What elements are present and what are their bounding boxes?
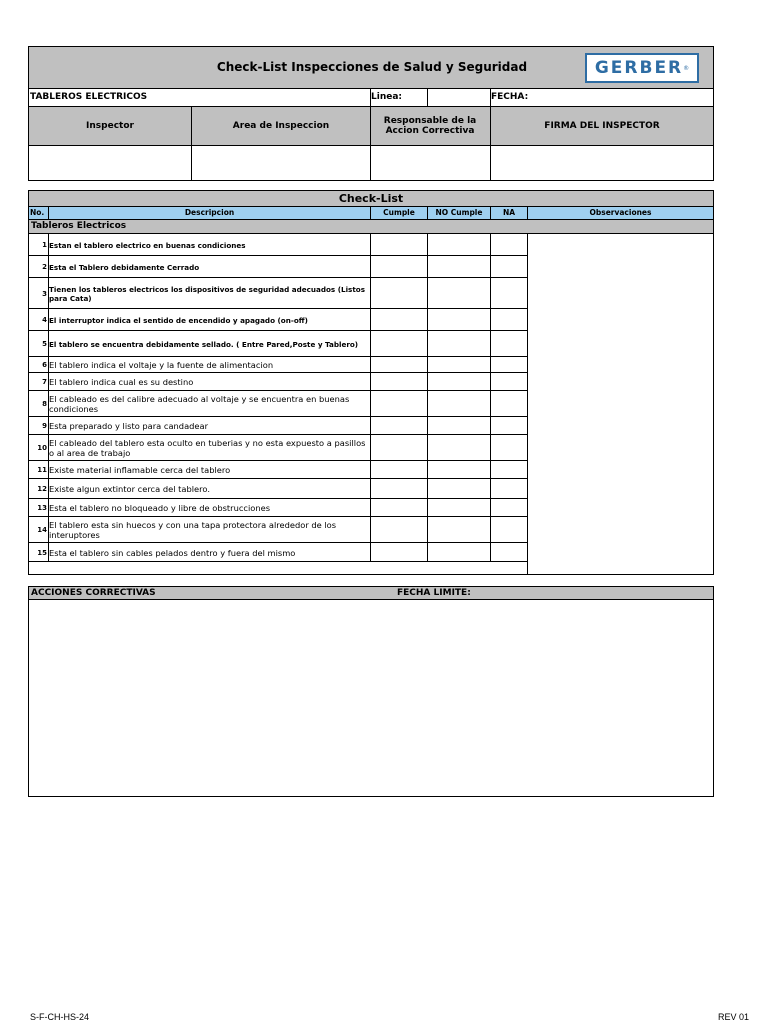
row-description: El tablero esta sin huecos y con una tapa protectora alrededor de los interuptores [49,520,337,540]
row-description: Existe material inflamable cerca del tablero [49,465,231,475]
row-description: Esta el Tablero debidamente Cerrado [49,262,200,272]
cumple-cell[interactable] [370,278,427,309]
linea-label: Linea: [371,92,403,102]
fecha-limite-label: FECHA LIMITE: [397,588,471,598]
inspector-header-row [29,107,713,146]
inspector-col-header: Inspector [86,121,134,131]
acciones-text-area[interactable] [33,605,709,791]
cumple-cell[interactable] [370,499,427,517]
row-description: Estan el tablero electrico en buenas condiciones [49,240,246,250]
na-cell[interactable] [490,417,527,435]
na-cell[interactable] [490,479,527,499]
no-cumple-cell[interactable] [427,234,490,256]
row-description: Esta preparado y listo para candadear [49,421,209,431]
revision-label: REV 01 [718,1012,750,1022]
row-number: 6 [42,361,47,369]
row-description: El tablero indica cual es su destino [49,377,194,387]
area-col-header: Area de Inspeccion [232,121,330,131]
na-cell[interactable] [490,391,527,417]
responsable-col-header: Responsable de la Accion Correctiva [383,116,477,136]
section-tableros-electricos: Tableros Electricos [29,220,713,234]
checklist-title: Check-List [29,191,713,207]
row-number: 9 [42,422,47,430]
row-description: El cableado es del calibre adecuado al voltaje y se encuentra en buenas condiciones [49,394,350,414]
cumple-cell[interactable] [370,357,427,373]
cumple-cell[interactable] [370,373,427,391]
page-title: Check-List Inspecciones de Salud y Seguridad [216,60,528,74]
line-date-row [29,89,713,107]
inspector-values-row [29,146,713,180]
col-no: No. [30,208,45,217]
acciones-label: ACCIONES CORRECTIVAS [31,588,156,598]
row-number: 15 [37,548,47,557]
row-description: El tablero se encuentra debidamente sellado. ( Entre Pared,Poste y Tablero) [49,339,359,349]
cumple-cell[interactable] [370,309,427,331]
no-cumple-cell[interactable] [427,391,490,417]
na-cell[interactable] [490,461,527,479]
cumple-cell[interactable] [370,417,427,435]
col-descripcion: Descripcion [184,208,235,217]
row-number: 10 [37,444,47,452]
na-cell[interactable] [490,373,527,391]
row-number: 12 [37,485,47,493]
col-observaciones: Observaciones [589,208,652,217]
cumple-cell[interactable] [370,256,427,278]
cumple-cell[interactable] [370,461,427,479]
fecha-label: FECHA: [491,92,529,102]
no-cumple-cell[interactable] [427,499,490,517]
row-number: 1 [42,241,47,249]
cumple-cell[interactable] [370,543,427,562]
row-description: El interruptor indica el sentido de encendido y apagado (on-off) [49,315,308,325]
cumple-cell[interactable] [370,391,427,417]
checklist-table [28,190,714,575]
col-no-cumple: NO Cumple [435,208,483,217]
cumple-cell[interactable] [370,479,427,499]
no-cumple-cell[interactable] [427,461,490,479]
row-number: 8 [42,400,47,408]
row-number: 7 [42,378,47,386]
row-description: Esta el tablero sin cables pelados dentro y fuera del mismo [49,547,296,558]
na-cell[interactable] [490,256,527,278]
row-number: 13 [37,504,47,512]
no-cumple-cell[interactable] [427,479,490,499]
logo-text: GERBER [594,58,684,78]
fecha-field[interactable] [539,89,709,106]
cumple-cell[interactable] [370,331,427,357]
na-cell[interactable] [490,499,527,517]
na-cell[interactable] [490,309,527,331]
no-cumple-cell[interactable] [427,417,490,435]
row-number: 3 [42,289,47,298]
observaciones-field[interactable] [527,234,714,574]
no-cumple-cell[interactable] [427,278,490,309]
row-number: 4 [42,316,47,324]
na-cell[interactable] [490,435,527,461]
no-cumple-cell[interactable] [427,543,490,562]
no-cumple-cell[interactable] [427,517,490,543]
no-cumple-cell[interactable] [427,357,490,373]
header-block [28,46,714,181]
logo-registered-mark: ® [683,64,690,72]
col-na: NA [502,208,516,217]
cumple-cell[interactable] [370,517,427,543]
row-description: Existe algun extintor cerca del tablero. [49,484,210,494]
no-cumple-cell[interactable] [427,331,490,357]
na-cell[interactable] [490,234,527,256]
na-cell[interactable] [490,278,527,309]
row-description: El cableado del tablero esta oculto en tuberias y no esta expuesto a pasillos o al area de trabajo [49,438,366,458]
no-cumple-cell[interactable] [427,435,490,461]
row-number: 14 [37,526,47,534]
acciones-header [29,587,713,600]
row-description: Tienen los tableros electricos los dispositivos de seguridad adecuados (Listos para Cata) [49,284,365,303]
section-label: TABLEROS ELECTRICOS [30,92,148,102]
checklist-column-headers [29,207,713,220]
form-code: S-F-CH-HS-24 [30,1012,90,1022]
cumple-cell[interactable] [370,435,427,461]
na-cell[interactable] [490,517,527,543]
no-cumple-cell[interactable] [427,373,490,391]
na-cell[interactable] [490,357,527,373]
row-number: 11 [37,466,47,474]
no-cumple-cell[interactable] [427,309,490,331]
row-number: 2 [42,263,47,271]
na-cell[interactable] [490,543,527,562]
linea-field[interactable] [429,89,489,106]
na-cell[interactable] [490,331,527,357]
firma-col-header: FIRMA DEL INSPECTOR [544,121,660,131]
row-description: El tablero indica el voltaje y la fuente de alimentacion [49,360,274,370]
gerber-logo [585,53,699,83]
col-cumple: Cumple [383,208,415,217]
cumple-cell[interactable] [370,234,427,256]
title-row [29,47,713,89]
acciones-correctivas-block [28,586,714,797]
no-cumple-cell[interactable] [427,256,490,278]
row-number: 5 [42,340,47,348]
row-description: Esta el tablero no bloqueado y libre de obstrucciones [49,503,271,513]
